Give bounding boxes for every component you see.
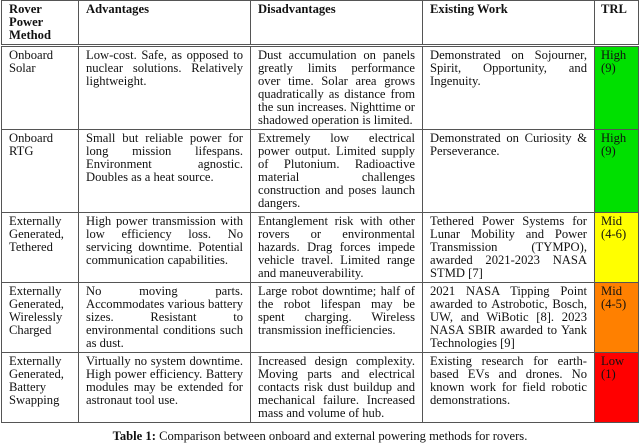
- table-row: [2, 46, 639, 130]
- table-row: [2, 130, 639, 213]
- trl-cell: Mid (4-5): [595, 283, 639, 353]
- disadvantages-cell: Large robot downtime; half of the robot lifespan may be spent charging. Wireless transmission inefficiencies.: [251, 283, 423, 353]
- caption-label: Table 1:: [112, 429, 156, 443]
- advantages-cell: No moving parts. Accommodates various battery sizes. Resistant to environmental conditions such as dust.: [79, 283, 251, 353]
- table-row: [2, 353, 639, 423]
- existing-work-cell: Existing research for earth-based EVs and drones. No known work for field robotic demonstrations.: [423, 353, 595, 423]
- method-cell: Externally Generated, Tethered: [2, 213, 79, 283]
- header-trl: TRL: [595, 1, 639, 46]
- table-row: [2, 283, 639, 353]
- advantages-cell: Small but reliable power for long mission lifespans. Environment agnostic. Doubles as a heat source.: [79, 130, 251, 213]
- caption-text: Comparison between onboard and external powering methods for rovers.: [159, 429, 528, 443]
- disadvantages-cell: Extremely low electrical power output. Limited supply of Plutonium. Radioactive material challenges construction and poses launch dangers.: [251, 130, 423, 213]
- trl-cell: High (9): [595, 130, 639, 213]
- trl-cell: High (9): [595, 46, 639, 130]
- header-disadvantages: Disadvantages: [251, 1, 423, 46]
- method-cell: Onboard Solar: [2, 46, 79, 130]
- header-method: Rover Power Method: [2, 1, 79, 46]
- existing-work-cell: 2021 NASA Tipping Point awarded to Astrobotic, Bosch, UW, and WiBotic [8]. 2023 NASA SBIR awarded to Yank Technologies [9]: [423, 283, 595, 353]
- existing-work-cell: Demonstrated on Sojourner, Spirit, Opportunity, and Ingenuity.: [423, 46, 595, 130]
- trl-cell: Low (1): [595, 353, 639, 423]
- method-cell: Externally Generated, Battery Swapping: [2, 353, 79, 423]
- table-caption: [0, 429, 640, 444]
- header-row: [2, 1, 639, 46]
- existing-work-cell: Tethered Power Systems for Lunar Mobility and Power Transmission (TYMPO), awarded 2021-2023 NASA STMD [7]: [423, 213, 595, 283]
- advantages-cell: Virtually no system downtime. High power efficiency. Battery modules may be extended for astronaut tool use.: [79, 353, 251, 423]
- header-existing-work: Existing Work: [423, 1, 595, 46]
- advantages-cell: Low-cost. Safe, as opposed to nuclear solutions. Relatively lightweight.: [79, 46, 251, 130]
- method-cell: Onboard RTG: [2, 130, 79, 213]
- table-row: [2, 213, 639, 283]
- disadvantages-cell: Entanglement risk with other rovers or environmental hazards. Drag forces impede vehicle travel. Limited range and maneuverability.: [251, 213, 423, 283]
- comparison-table: [1, 0, 639, 423]
- method-cell: Externally Generated, Wirelessly Charged: [2, 283, 79, 353]
- disadvantages-cell: Dust accumulation on panels greatly limits performance over time. Solar area grows quadratically as distance from the sun increases. Nighttime or shadowed operation is limited.: [251, 46, 423, 130]
- header-advantages: Advantages: [79, 1, 251, 46]
- existing-work-cell: Demonstrated on Curiosity & Perseverance.: [423, 130, 595, 213]
- advantages-cell: High power transmission with low efficiency loss. No servicing downtime. Potential communication capabilities.: [79, 213, 251, 283]
- disadvantages-cell: Increased design complexity. Moving parts and electrical contacts risk dust buildup and mechanical failure. Increased mass and volume of hub.: [251, 353, 423, 423]
- trl-cell: Mid (4-6): [595, 213, 639, 283]
